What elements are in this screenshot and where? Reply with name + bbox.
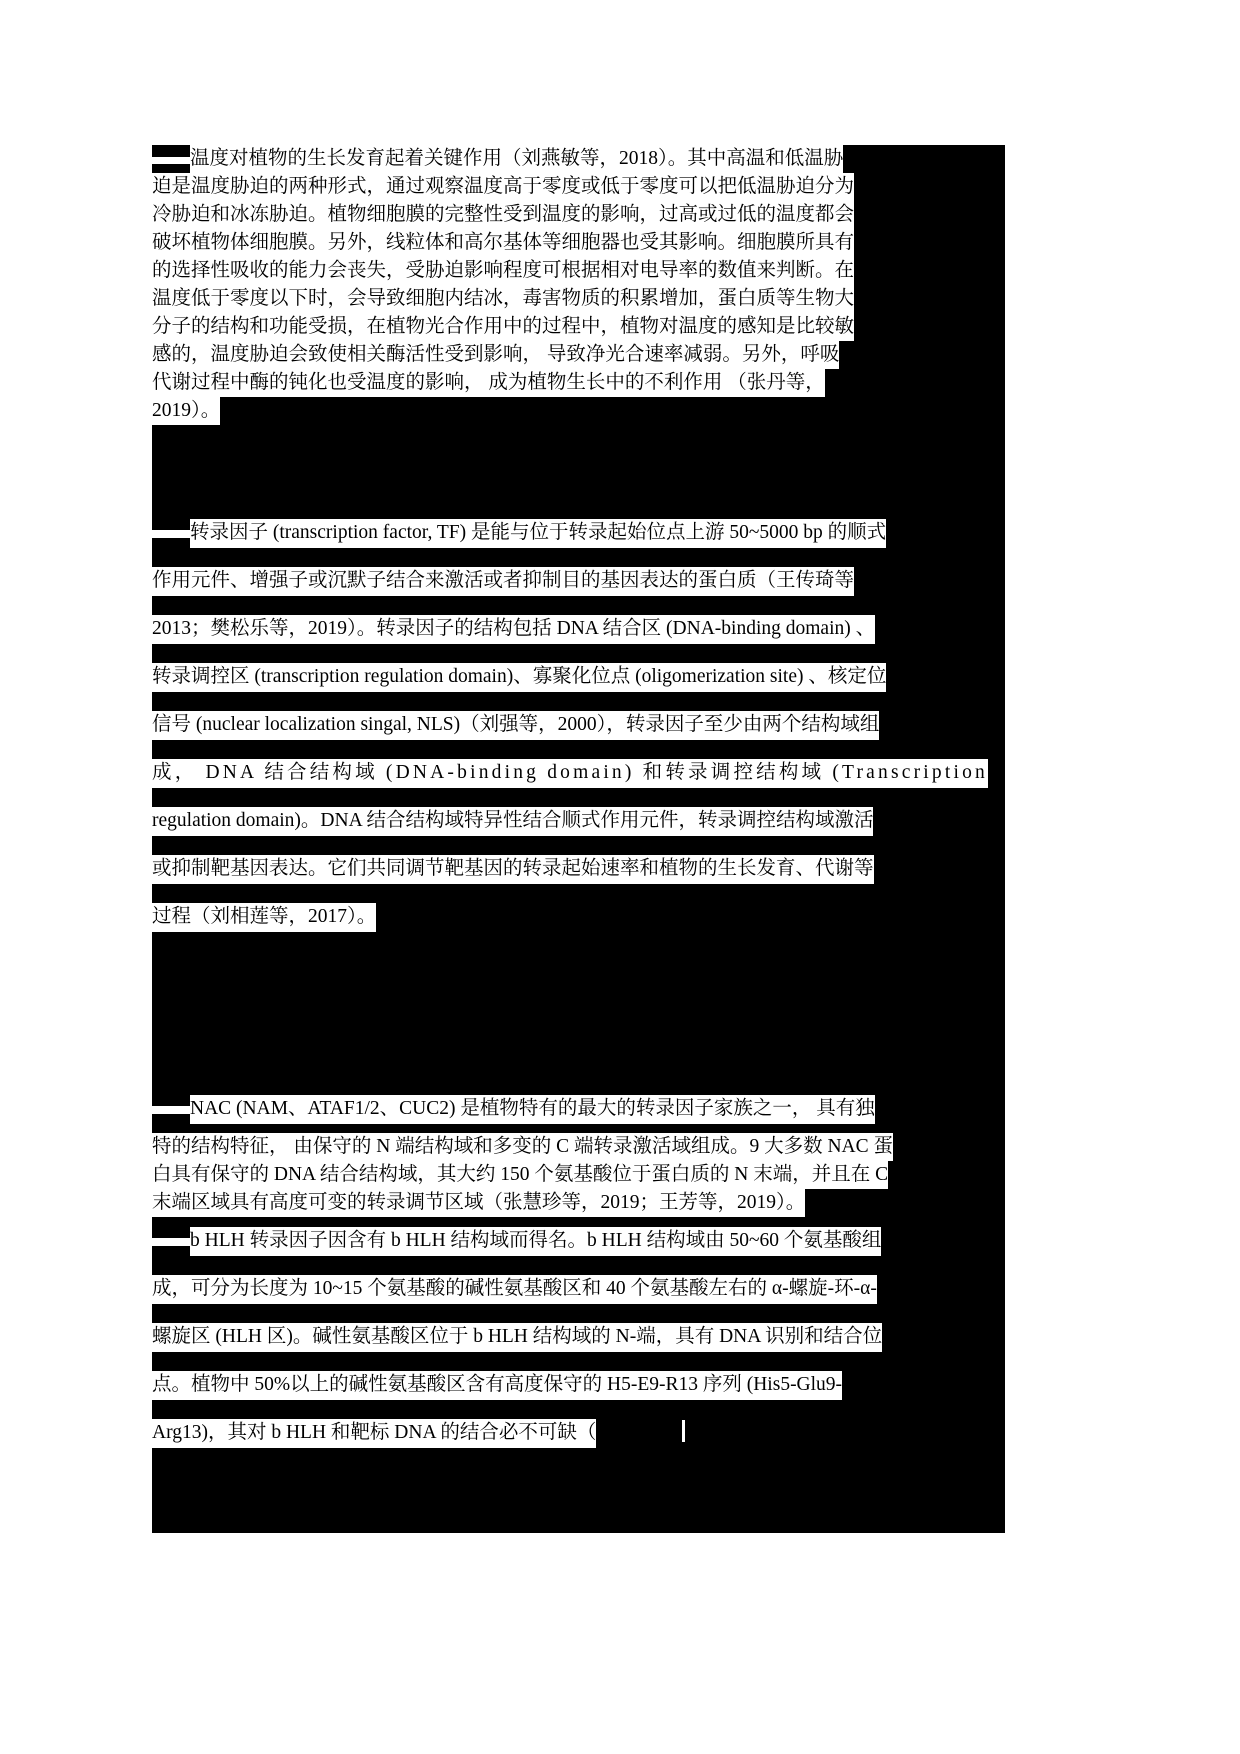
text-line: [152, 1133, 1005, 1161]
text-caret[interactable]: [682, 1422, 685, 1443]
trailing-gap: [152, 1505, 1005, 1533]
text-line: [152, 1085, 1005, 1133]
line-text: 转录调控区 (transcription regulation domain)、寡聚化位点 (oligomerization site) 、核定位: [152, 663, 886, 692]
text-line: [152, 557, 1005, 605]
line-text: 成，可分为长度为 10~15 个氨基酸的碱性氨基酸区和 40 个氨基酸左右的 α-螺旋-环-α-: [152, 1275, 877, 1304]
text-line: [152, 1361, 1005, 1409]
line-text: 2013；樊松乐等，2019）。转录因子的结构包括 DNA 结合区 (DNA-binding domain) 、: [152, 615, 875, 644]
line-text: 2019）。: [152, 397, 220, 425]
text-line: [152, 341, 1005, 369]
line-text: 的选择性吸收的能力会丧失，受胁迫影响程度可根据相对电导率的数值来判断。在: [152, 257, 854, 285]
text-line: [152, 509, 1005, 557]
line-text: 螺旋区 (HLH 区)。碱性氨基酸区位于 b HLH 结构域的 N-端，具有 DNA 识别和结合位: [152, 1323, 882, 1352]
line-text: 破坏植物体细胞膜。另外，线粒体和高尔基体等细胞器也受其影响。细胞膜所具有: [152, 229, 854, 257]
text-line: [152, 1313, 1005, 1361]
trailing-gap: [152, 1457, 1005, 1505]
text-line: [152, 313, 1005, 341]
text-line: [152, 229, 1005, 257]
text-line: [152, 257, 1005, 285]
line-text: 温度对植物的生长发育起着关键作用（刘燕敏等，2018）。其中高温和低温胁: [190, 145, 843, 173]
line-text: NAC (NAM、ATAF1/2、CUC2) 是植物特有的最大的转录因子家族之一， 具有独: [190, 1095, 875, 1124]
first-line-indent: [152, 157, 190, 164]
line-text: 成， DNA 结合结构域 (DNA-binding domain) 和转录调控结构域 (Transcription: [152, 759, 988, 788]
line-text: 信号 (nuclear localization singal, NLS)（刘强等，2000），转录因子至少由两个结构域组: [152, 711, 879, 740]
line-text: 代谢过程中酶的钝化也受温度的影响， 成为植物生长中的不利作用 （张丹等，: [152, 369, 825, 397]
line-text: 感的，温度胁迫会致使相关酶活性受到影响， 导致净光合速率减弱。另外，呼吸: [152, 341, 839, 369]
text-line: [152, 369, 1005, 397]
text-line: [152, 701, 1005, 749]
paragraph-gap: [152, 989, 1005, 1037]
line-text: Arg13)，其对 b HLH 和靶标 DNA 的结合必不可缺（: [152, 1419, 596, 1448]
paragraph-nac: [152, 1085, 1005, 1217]
first-line-indent: [152, 1106, 190, 1114]
line-text: 温度低于零度以下时，会导致细胞内结冰，毒害物质的积累增加，蛋白质等生物大: [152, 285, 854, 313]
paragraph-gap: [152, 481, 1005, 509]
text-line: [152, 173, 1005, 201]
text-line: [152, 1161, 1005, 1189]
line-text: 冷胁迫和冰冻胁迫。植物细胞膜的完整性受到温度的影响，过高或过低的温度都会: [152, 201, 854, 229]
paragraph-temperature-stress: [152, 145, 1005, 425]
paragraph-gap: [152, 453, 1005, 481]
text-line: [152, 201, 1005, 229]
text-line: [152, 653, 1005, 701]
text-line: [152, 605, 1005, 653]
line-text: 特的结构特征， 由保守的 N 端结构域和多变的 C 端转录激活域组成。9 大多数 NAC 蛋: [152, 1133, 893, 1161]
text-line: [152, 1409, 1005, 1457]
line-text: 分子的结构和功能受损，在植物光合作用中的过程中，植物对温度的感知是比较敏: [152, 313, 854, 341]
line-text: 点。植物中 50%以上的碱性氨基酸区含有高度保守的 H5-E9-R13 序列 (His5-Glu9-: [152, 1371, 842, 1400]
paragraph-bhlh: [152, 1217, 1005, 1457]
paragraph-gap: [152, 1037, 1005, 1085]
line-text: 作用元件、增强子或沉默子结合来激活或者抑制目的基因表达的蛋白质（王传琦等: [152, 567, 854, 596]
inverted-content-block: [152, 145, 1005, 1533]
text-line: [152, 1265, 1005, 1313]
paragraph-gap: [152, 425, 1005, 453]
paragraph-transcription-factor: [152, 509, 1005, 941]
paragraph-gap: [152, 941, 1005, 989]
text-line: [152, 797, 1005, 845]
first-line-indent: [152, 530, 190, 538]
line-text: 转录因子 (transcription factor, TF) 是能与位于转录起始位点上游 50~5000 bp 的顺式: [190, 519, 886, 548]
line-text: 或抑制靶基因表达。它们共同调节靶基因的转录起始速率和植物的生长发育、代谢等: [152, 855, 874, 884]
text-line: [152, 893, 1005, 941]
text-line: [152, 145, 1005, 173]
text-line: [152, 1217, 1005, 1265]
line-text: regulation domain)。DNA 结合结构域特异性结合顺式作用元件，转录调控结构域激活: [152, 807, 873, 836]
text-line: [152, 285, 1005, 313]
text-line: [152, 1189, 1005, 1217]
line-text: 过程（刘相莲等，2017）。: [152, 903, 376, 932]
first-line-indent: [152, 1238, 190, 1246]
text-line: [152, 845, 1005, 893]
text-line: [152, 749, 1005, 797]
line-text: 末端区域具有高度可变的转录调节区域（张慧珍等，2019；王芳等，2019）。: [152, 1189, 805, 1217]
line-text: b HLH 转录因子因含有 b HLH 结构域而得名。b HLH 结构域由 50~60 个氨基酸组: [190, 1227, 881, 1256]
text-line: [152, 397, 1005, 425]
line-text: 迫是温度胁迫的两种形式，通过观察温度高于零度或低于零度可以把低温胁迫分为: [152, 173, 854, 201]
line-text: 白具有保守的 DNA 结合结构域，其大约 150 个氨基酸位于蛋白质的 N 末端，并且在 C: [152, 1161, 888, 1189]
